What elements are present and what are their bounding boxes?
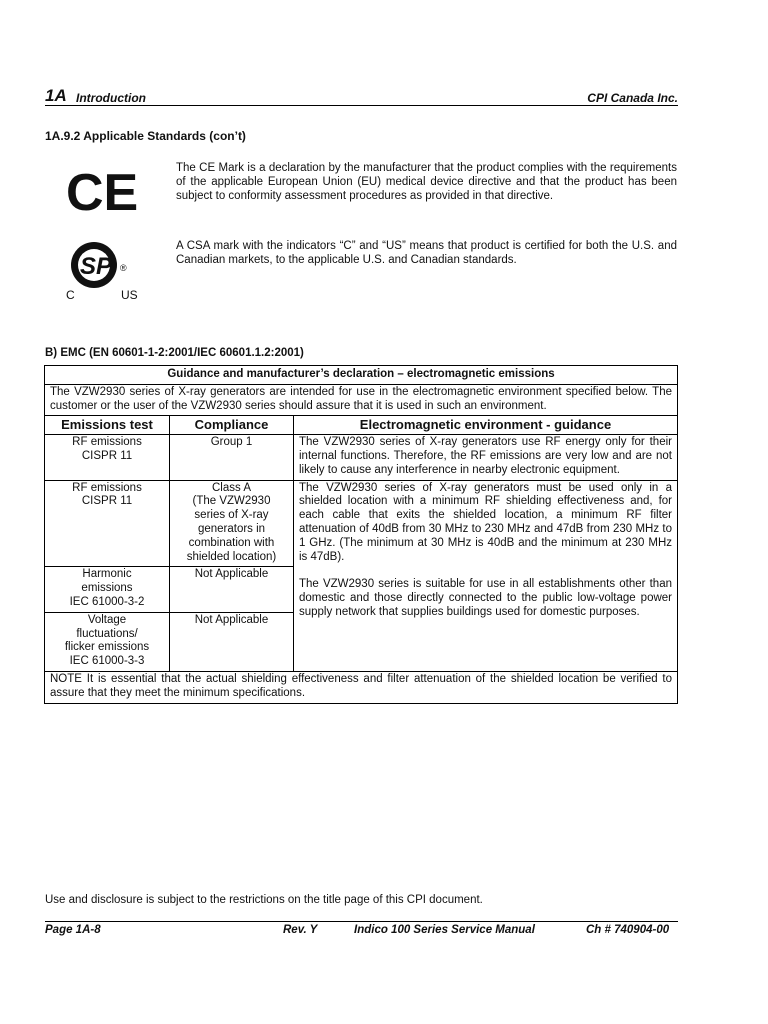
table-caption: Guidance and manufacturer’s declaration – electromagnetic emissions bbox=[45, 366, 678, 385]
header-compliance: Compliance bbox=[170, 416, 294, 435]
table-row bbox=[45, 435, 678, 480]
compliance-cell: Class A (The VZW2930 series of X-ray generators in combination with shielded location) bbox=[170, 480, 294, 567]
emissions-test-cell: Voltage fluctuations/ flicker emissions IEC 61000-3-3 bbox=[45, 612, 170, 671]
footer-chapter-number: Ch # 740904-00 bbox=[586, 924, 670, 936]
emissions-test-cell: RF emissions CISPR 11 bbox=[45, 480, 170, 567]
compliance-cell: Not Applicable bbox=[170, 567, 294, 612]
csa-logo-text: SP bbox=[80, 253, 113, 280]
header-rule bbox=[45, 105, 678, 106]
footer-revision: Rev. Y bbox=[283, 924, 318, 936]
emissions-table bbox=[44, 365, 678, 704]
csa-us-indicator: US bbox=[121, 288, 138, 302]
compliance-cell: Not Applicable bbox=[170, 612, 294, 671]
section-number: 1A bbox=[45, 86, 67, 105]
guidance-cell: The VZW2930 series of X-ray generators must be used only in a shielded location with a minimum RF shielding effectiveness and, for each cable that exits the shielded location, a minimum RF filter attenuation of 40dB from 30 MHz to 230 MHz and 47dB from 230 MHz to 1 GHz. (The minimum at 30 MHz is 40dB and the minimum at 230 MHz is 47dB). The VZW2930 series is suitable for use in all establishments other than domestic and those directly connected to the public low-voltage power supply network that supplies buildings used for domestic purposes. bbox=[294, 480, 678, 671]
registered-mark: ® bbox=[120, 263, 127, 273]
footer-page-number: Page 1A-8 bbox=[45, 924, 101, 936]
company-name: CPI Canada Inc. bbox=[587, 91, 678, 105]
table-note: NOTE It is essential that the actual shielding effectiveness and filter attenuation of the shielded location be verified to assure that they meet the minimum specifications. bbox=[45, 671, 678, 703]
table-intro: The VZW2930 series of X-ray generators are intended for use in the electromagnetic environment specified below. The customer or the user of the VZW2930 series should assure that it is used in such an environment. bbox=[45, 384, 678, 416]
emissions-test-cell: Harmonic emissions IEC 61000-3-2 bbox=[45, 567, 170, 612]
ce-logo-text: CE bbox=[66, 166, 139, 214]
ce-mark-icon bbox=[66, 166, 142, 214]
csa-description: A CSA mark with the indicators “C” and “US” means that product is certified for both the U.S. and Canadian markets, to the applicable U.S. and Canadian standards. bbox=[176, 240, 677, 266]
footer-manual-title: Indico 100 Series Service Manual bbox=[354, 924, 535, 936]
section-title: Introduction bbox=[76, 91, 146, 105]
header-emissions-test: Emissions test bbox=[45, 416, 170, 435]
footer-rule bbox=[45, 921, 678, 922]
compliance-cell: Group 1 bbox=[170, 435, 294, 480]
header-guidance: Electromagnetic environment - guidance bbox=[294, 416, 678, 435]
table-row bbox=[45, 480, 678, 567]
section-heading: 1A.9.2 Applicable Standards (con’t) bbox=[45, 129, 246, 143]
emissions-test-cell: RF emissions CISPR 11 bbox=[45, 435, 170, 480]
disclosure-text: Use and disclosure is subject to the restrictions on the title page of this CPI document. bbox=[45, 894, 483, 906]
csa-c-indicator: C bbox=[66, 288, 75, 302]
ce-description: The CE Mark is a declaration by the manufacturer that the product complies with the requirements of the applicable European Union (EU) medical device directive and that the product has been subject to conformity assessment procedures as provided in that directive. bbox=[176, 162, 677, 202]
guidance-cell: The VZW2930 series of X-ray generators use RF energy only for their internal functions. Therefore, the RF emissions are very low and are not likely to cause any interference in nearby electronic equipment. bbox=[294, 435, 678, 480]
emc-heading: B) EMC (EN 60601-1-2:2001/IEC 60601.1.2:2001) bbox=[45, 347, 304, 359]
